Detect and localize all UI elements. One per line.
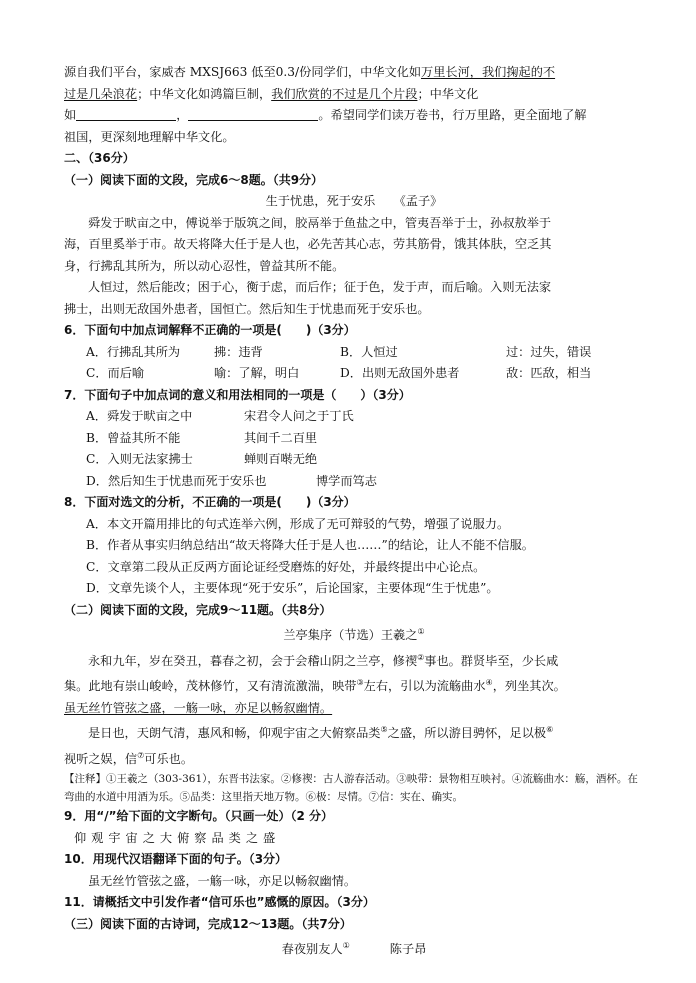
- question-7: 7．下面句子中加点词的意义和用法相同的一项是（ ）（3分）: [64, 387, 411, 402]
- option-b[interactable]: B．作者从事实归纳总结出“故天将降大任于是人也……”的结论，让人不能不信服。: [86, 538, 534, 552]
- option-a: A．舜发于畎亩之中: [86, 409, 193, 423]
- underlined-text: 过是几朵浪花: [64, 86, 138, 101]
- passage-line: 视听之娱，信⑦可乐也。: [64, 750, 194, 766]
- question-9: 9．用“/”给下面的文字断句。（只画一处）（2 分）: [64, 809, 334, 824]
- option-gloss: 喻：了解，明白: [214, 366, 300, 380]
- poem-title: 春夜别友人: [281, 942, 343, 957]
- answer-blank-1[interactable]: [76, 107, 176, 121]
- passage-line: 人恒过，然后能改；困于心，衡于虑，而后作；征于色，发于声，而后喻。入则无法家: [88, 280, 552, 294]
- q6-row-2: [64, 363, 644, 385]
- option-b: B．曾益其所不能: [86, 430, 181, 445]
- option-compare: 博学而笃志: [316, 473, 377, 488]
- part2-title: [64, 621, 644, 647]
- intro-text: ；中华文化: [417, 86, 479, 101]
- passage-source: 《孟子》: [399, 194, 443, 208]
- question-6: 6．下面句中加点词解释不正确的一项是( )（3分）: [64, 323, 356, 337]
- footnote-mark: ①: [342, 941, 350, 951]
- footnote-mark: ⑤: [380, 725, 388, 735]
- intro-line-4: 祖国，更深刻地理解中华文化。: [64, 129, 235, 144]
- underlined-text: 虽无丝竹管弦之盛，一觞一咏，亦足以畅叙幽情。: [64, 700, 333, 715]
- q10-sentence: 虽无丝竹管弦之盛，一觞一咏，亦足以畅叙幽情。: [88, 873, 357, 888]
- passage-line: 海，百里奚举于市。故天将降大任于是人也，必先苦其心志，劳其筋骨，饿其体肤，空乏其: [64, 237, 552, 251]
- q7-option-a[interactable]: [64, 406, 644, 428]
- intro-line-3: 如 ， 。希望同学们读万卷书，行万里路，更全面地了解: [64, 108, 587, 122]
- section-heading: 二、（36分）: [64, 151, 135, 165]
- poem-author: 陈子昂: [389, 942, 427, 957]
- passage-line: 永和九年，岁在癸丑，暮春之初，会于会稽山阴之兰亭，修禊②事也。群贤毕至，少长咸: [88, 652, 559, 668]
- part1-title: [64, 191, 644, 213]
- footnote-mark: ①: [417, 627, 425, 636]
- option-gloss: 敌：匹敌，相当: [506, 366, 592, 380]
- option-c: C．入则无法家拂士: [86, 452, 193, 466]
- part3-heading: （三）阅读下面的古诗词，完成12～13题。（共7分）: [64, 916, 352, 931]
- intro-text: ；中华文化如鸿篇巨制，: [137, 86, 272, 101]
- passage-line: 拂士，出则无敌国外患者，国恒亡。然后知生于忧患而死于安乐也。: [64, 301, 430, 316]
- intro-text: 如: [64, 108, 77, 122]
- option-a[interactable]: A．行拂乱其所为: [86, 344, 181, 359]
- option-compare: 其间千二百里: [244, 430, 318, 445]
- option-compare: 宋君令人问之于丁氏: [244, 409, 354, 423]
- footnote-mark: ⑥: [546, 725, 554, 735]
- option-b[interactable]: B．人恒过: [340, 344, 398, 359]
- footnote-mark: ⑦: [137, 750, 145, 760]
- passage-line: 集。此地有崇山峻岭，茂林修竹，又有清流激湍，映带③左右，引以为流觞曲水④，列坐其次。: [64, 678, 566, 694]
- passage-line: [64, 698, 644, 720]
- intro-line-1: [64, 62, 644, 84]
- option-gloss: 过：过失，错误: [506, 344, 592, 359]
- q7-option-d[interactable]: [64, 471, 644, 493]
- underlined-text: 万里长河，我们掬起的不: [421, 65, 556, 79]
- option-d: D．然后知生于忧患而死于安乐也: [86, 473, 267, 488]
- question-8: 8．下面对选文的分析，不正确的一项是( )（3分）: [64, 495, 356, 509]
- annotation-notes: 【注释】①王羲之（303-361），东晋书法家。②修禊：古人游春活动。③映带：景物相互映衬。④流觞曲水：觞，酒杯。在弯曲的水道中用酒为乐。⑤品类：这里指天地万物。⑥极：尽情。⑦信：实在、确实。: [64, 773, 638, 804]
- q7-option-c[interactable]: [64, 449, 644, 471]
- intro-text: 。希望同学们读万卷书，行万里路，更全面地了解: [318, 108, 587, 122]
- option-c[interactable]: C．而后喻: [86, 366, 145, 380]
- part2-heading: （二）阅读下面的文段，完成9～11题。（共8分）: [64, 602, 332, 617]
- underlined-text: 我们欣赏的不过是几个片段: [271, 86, 418, 101]
- option-compare: 蝉则百啭无绝: [244, 452, 318, 466]
- question-11: 11．请概括文中引发作者“信可乐也”感慨的原因。（3分）: [64, 895, 375, 910]
- option-d[interactable]: D．出则无敌国外患者: [340, 366, 460, 380]
- option-gloss: 拂：违背: [214, 344, 263, 359]
- passage-title: 生于忧患，死于安乐: [265, 194, 376, 208]
- passage-title: 兰亭集序（节选）王羲之: [283, 628, 418, 643]
- part1-heading: （一）阅读下面的文段，完成6～8题。（共9分）: [64, 172, 324, 187]
- footnote-mark: ④: [485, 678, 493, 688]
- option-a[interactable]: A．本文开篇用排比的句式连举六例，形成了无可辩驳的气势，增强了说服力。: [86, 516, 510, 531]
- passage-line: 是日也，天朗气清，惠风和畅，仰观宇宙之大俯察品类⑤之盛，所以游目骋怀，足以极⑥: [88, 725, 554, 741]
- q6-row-1: [64, 342, 644, 364]
- passage-line: 舜发于畎亩之中，傅说举于版筑之间，胶鬲举于鱼盐之中，管夷吾举于士，孙叔敖举于: [88, 215, 552, 230]
- option-d[interactable]: D．文章先谈个人，主要体现“死于安乐”，后论国家，主要体现“生于忧患”。: [86, 581, 499, 595]
- intro-text: 源自我们平台，家威杏 MXSJ663 低至0.3/份同学们，中华文化如: [64, 65, 422, 79]
- answer-blank-2[interactable]: [188, 107, 318, 121]
- footnote-mark: ②: [417, 652, 425, 662]
- option-c[interactable]: C．文章第二段从正反两方面论证经受磨炼的好处，并最终提出中心论点。: [86, 559, 486, 574]
- part3-title: [64, 935, 644, 961]
- footnote-mark: ③: [356, 678, 364, 688]
- passage-line: 身，行拂乱其所为，所以动心忍性，曾益其所不能。: [64, 258, 345, 273]
- q9-sentence[interactable]: 仰观宇宙之大俯察品类之盛: [74, 830, 281, 845]
- intro-line-2: [64, 84, 644, 106]
- q7-option-b[interactable]: [64, 428, 644, 450]
- question-10: 10．用现代汉语翻译下面的句子。（3分）: [64, 852, 288, 867]
